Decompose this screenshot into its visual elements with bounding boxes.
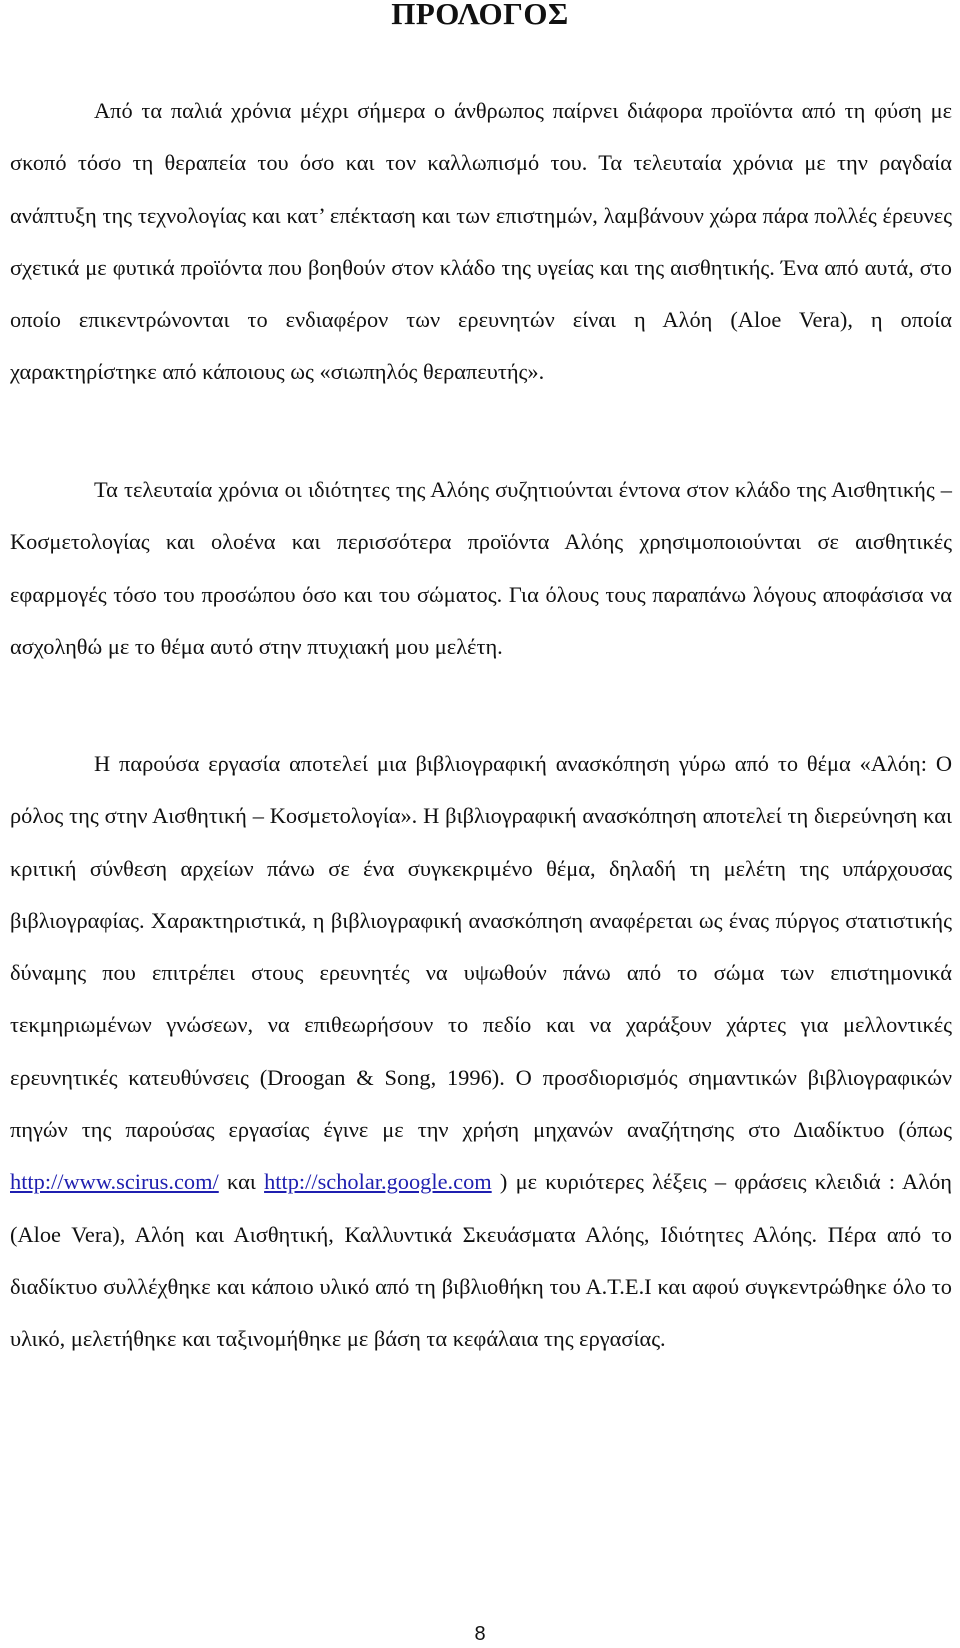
paragraph-3-text-between-links: και <box>218 1169 265 1195</box>
google-scholar-link[interactable]: http://scholar.google.com <box>264 1169 492 1195</box>
body-paragraph-2-container <box>10 464 952 673</box>
page-title: ΠΡΟΛΟΓΟΣ <box>391 0 569 31</box>
body-paragraph-3 <box>10 738 952 1366</box>
body-paragraph-2: Τα τελευταία χρόνια οι ιδιότητες της Αλόης συζητιούνται έντονα στον κλάδο της Αισθητικής – Κοσμετολογίας και ολοένα και περισσότερα προϊόντα Αλόης χρησιμοποιούνται σε αισθητικές εφαρμογές τόσο του προσώπου όσο και του σώματος. Για όλους τους παραπάνω λόγους αποφάσισα να ασχοληθώ με το θέμα αυτό στην πτυχιακή μου μελέτη. <box>10 477 952 659</box>
body-paragraph-1-container <box>10 85 952 399</box>
page-number: 8 <box>474 1623 486 1645</box>
paragraph-3-text-before-links: Η παρούσα εργασία αποτελεί μια βιβλιογραφική ανασκόπηση γύρω από το θέμα «Αλόη: Ο ρόλος της στην Αισθητική – Κοσμετολογία». Η βιβλιογραφική ανασκόπηση αποτελεί τη διερεύνηση και κριτική σύνθεση αρχείων πάνω σε ένα συγκεκριμένο θέμα, δηλαδή τη μελέτη της υπάρχουσας βιβλιογραφίας. Χαρακτηριστικά, η βιβλιογραφική ανασκόπηση αναφέρεται ως ένας πύργος στατιστικής δύναμης που επιτρέπει στους ερευνητές να υψωθούν πάνω από το σώμα των επιστημονικά τεκμηριωμένων γνώσεων, να επιθεωρήσουν το πεδίο και να χαράξουν χάρτες για μελλοντικές ερευνητικές κατευθύνσεις (Droogan & Song, 1996). Ο προσδιορισμός σημαντικών βιβλιογραφικών πηγών της παρούσας εργασίας έγινε με την χρήση μηχανών αναζήτησης στο Διαδίκτυο (όπως <box>10 751 952 1143</box>
body-paragraph-3-container <box>10 738 952 1366</box>
scirus-link[interactable]: http://www.scirus.com/ <box>10 1169 219 1195</box>
body-paragraph-1: Από τα παλιά χρόνια μέχρι σήμερα ο άνθρωπος παίρνει διάφορα προϊόντα από τη φύση με σκοπό τόσο τη θεραπεία του όσο και τον καλλωπισμό του. Τα τελευταία χρόνια με την ραγδαία ανάπτυξη της τεχνολογίας και κατ’ επέκταση και των επιστημών, λαμβάνουν χώρα πάρα πολλές έρευνες σχετικά με φυτικά προϊόντα που βοηθούν στον κλάδο της υγείας και της αισθητικής. Ένα από αυτά, στο οποίο επικεντρώνονται το ενδιαφέρον των ερευνητών είναι η Αλόη (Aloe Vera), η οποία χαρακτηρίστηκε από κάποιους ως «σιωπηλός θεραπευτής». <box>10 98 952 385</box>
paragraph-3-text-after-links: ) με κυριότερες λέξεις – φράσεις κλειδιά : Αλόη (Aloe Vera), Αλόη και Αισθητική, Καλλυντικά Σκευάσματα Αλόης, Ιδιότητες Αλόης. Πέρα από το διαδίκτυο συλλέχθηκε και κάποιο υλικό από τη βιβλιοθήκη του Α.Τ.Ε.Ι και αφού συγκεντρώθηκε όλο το υλικό, μελετήθηκε και ταξινομήθηκε με βάση τα κεφάλαια της εργασίας. <box>10 1169 952 1352</box>
